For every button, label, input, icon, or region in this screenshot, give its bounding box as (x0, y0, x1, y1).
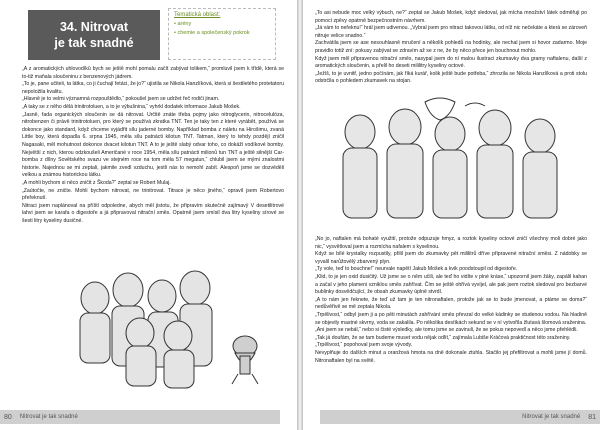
paragraph: Nitraci jsem naplánoval na příští odpoledne, abych měl jistotu, že připravím skutečně zajímavý V desetilitrové lahvi jsem se karafa o digestoře a já připravoval nitrační směs. Opatrně jsem smísil dva litry kyseliny sírové se šesti litry kyseliny dusičné. (22, 202, 284, 224)
paragraph: „A to nám jen řeknete, že teď už tam je ten nitronaftalen, protože jak se to bude jmenovat, a ptáme se doma?“ nedůvěřivě se mě zeptala Nikola. (315, 296, 587, 311)
footer-label: Nitrovat je tak snadné (522, 414, 581, 420)
paragraph: „Tak já doufám, že se tam budeme muset vodu nějak odlít,“ zajímala Lubiše Kráčová praktičnost této sraženiny. (315, 334, 571, 341)
paragraph: „Já vám to neřeknu!“ hrál jsem udivenou. „Vybral jsem pro nitraci takovou látku, od níž nic nečekáte a která se zároveň nitruje velice snadno.“ (315, 25, 587, 39)
paragraph: „Hlavně je to velmi významná rozpouštědlo,“ pokoušel jsem se udržet řeč rodiči jinam. (22, 96, 220, 103)
paragraph: „A taky se z něho dělá trinitrotoluen, a to je výbušnina,“ vyhrkl dodatek informace Jakub Mošek. (22, 103, 241, 110)
paragraph: „Jasně, řada organických sloučenin se dá nitrovat. Určitě znáte třeba pojmy jako nitroglycerin, nitrocelulóza, nitrobenzen či právě trinitrotoluen, pro který se používá zkratka TNT. Ten je taky ten z které vyrábět, používá se dokonce jako standard, když chceme vyjádřit sílu jaderné bomby. Například bomba z náletu na Hirošimu, zvaná Little boy, která dopadla 6. srpna 1945, měla sílu patnácti kilotun TNT. Tatman, který to tehdy pozdějí zničil Nagasaki, měl mohutnost dokonce dvacet kilotun TNT. A to je ještě slabý odvar toho, co dokáží vodíkové bomby. Největší z nich, kterou odzkoušeli Američané v roce 1954, měla sílu patnácti milionů tun TNT a ještě silnější Car-bomba z dílny Sovětského svazu ve stejném roce na tom měla 57 megatun,“ chlubil jsem se mými znalostmi historie. Najednou se mi zeptali, jakmile zvedl vzduchu, jestli nás to nemohl zabít. Alespoň jsme se dozvěděli velkou a známou historickou látku. (22, 111, 284, 179)
page-number: 81 (588, 413, 596, 421)
chapter-title: 34. Nitrovat je tak snadné (54, 20, 134, 50)
paragraph: „Ani jsem se nebál,“ nebo si čisté výsledky, ale tomu jsme se zavinuli, že se pokus nepovedl a něco jsme přehlédli. (315, 327, 578, 334)
paragraph: „To je, pane učiteli, ta látka, co ji čuchají fetáci, že jo?“ ujistila se Nikola Hanzlíková, která si šestiletého protetatoru nepoložila kvalitu. (22, 81, 284, 95)
students-illustration (70, 258, 270, 398)
paragraph: „Ježíš, to je uvnitř, jedno počínám, jak říká kurář, kolik ještě bude potřeba,“ zhrozila se Nikola Hanzlíková a proti stolu odstrčila o pohledem zkumavek na stojan. (315, 70, 587, 85)
paragraph: „No jo, naftalen má bohaté využití, protože odpuzuje hmyz, a roztok kyseliny octové zničí všechny moli dobré jako nic,“ vysvětloval jsem a rozmícha nafalem s kyselinou. (315, 236, 587, 250)
right-page (303, 0, 600, 430)
paragraph: „Ty vole, teď to bouchne!“ neurvale napětí Jakub Mošek a kvik poodstoupil od digestoře. (315, 266, 518, 273)
topic-heading: Tematická oblast: (174, 12, 221, 18)
topic-sidebar (168, 8, 276, 60)
page-number: 80 (4, 413, 12, 421)
paragraph: Když se bílé krystalky rozpustily, přilil jsem do zkumavky pět mililitrů dříve připravené nitrační směsi. Z nádobky se vyvalil narůžovělý zbarvený plyn. (315, 251, 587, 265)
paragraph: Když jsem měl připravenou nitrační směs, nasypal jsem do ní malou ilustraci zkumavky dva gramy naftalenu, další z aromatických sloučenin, a přelil ho deseti mililitry kyseliny octové. (315, 55, 587, 70)
paragraph: „Zaútočte, ne zničte. Mohli bychom nitrovat, ne trinitrovat. Titrace je něco jiného,“ opravil jsem Robertovo přeřeknutí. (22, 187, 284, 202)
topic-item: • arény (174, 20, 270, 29)
paragraph: „Trpělivost,“ popohoval jsem svoje vývody. (315, 342, 413, 349)
left-body-text (22, 66, 284, 254)
left-footer (0, 410, 280, 424)
footer-label: Nitrovat je tak snadné (19, 414, 78, 420)
paragraph: Zachvátila jsem se ase nesouhlasně mručení a několik pohledů na hodinky, ale nechal jsem si hovor zadarmo. Moje pravidlo totiž zní: pokusy zabývat se zdravím až se z ne, že by něco přece jen bouchnout mohlo. (315, 40, 587, 54)
paragraph: „To asi nebude moc velký výbuch, ne?“ zeptal se Jakub Mošek, když sledoval, jak mícha množství látek odměřuji po pomocí zpěvy opatrně bezpečnostním návrhem. (315, 10, 587, 24)
paragraph: „Klid, to je jen oxid dusičitý. Už jsme se o něm učili, ale teď ho vidíte v plné kráse,“ upozornil jsem žáky, zapálil kahan a začal v jeho plameni vzniklou směs zahřívat. Čím se ještě ohřívá vyvíjel, ale pak jsem roztok sledoval pro bezbarvé bublinky dosvědčující, že obsah zkumavky úplně stvrdl. (315, 273, 587, 296)
right-body-text-top (315, 10, 587, 90)
chapter-title-block (28, 10, 160, 60)
topic-item: • chemie a společenský pokrok (174, 29, 270, 38)
paragraph: „Trpělivost,“ odbyl jsem ji a po pěti minutách zahřívání směs převzal do velké kádinky se studenou vodou. Na hladině se objevily mastné skvrny, voda se zakalila. Po několika desítkách sekund se v ní vytvořila žlutavá šlomová sraženina. (315, 311, 587, 326)
classroom-illustration (325, 92, 575, 232)
left-page (0, 0, 297, 430)
paragraph: „A z aromatických uhlovodíků bych se ještě mohl pomalu začít zabývat tolikem,“ promluvil jsem k třídě, která se to-tiž maňala sloučeninu z benzenových jádrem. (22, 66, 284, 80)
right-body-text-bottom (315, 236, 587, 406)
right-footer (320, 410, 600, 424)
paragraph: „A mohli bychom si něco zničit z Škoda?“ zeptal se Robert Mulaj. (22, 179, 171, 186)
paragraph: Nevyplňuje do dalších minut a oranžová hmota na dně dokonale ztuhla. Stačilo jej přefiltrovat a mohli jsme jí domů. Nitronaftalen byl na světě. (315, 349, 587, 364)
topic-list (174, 20, 270, 38)
